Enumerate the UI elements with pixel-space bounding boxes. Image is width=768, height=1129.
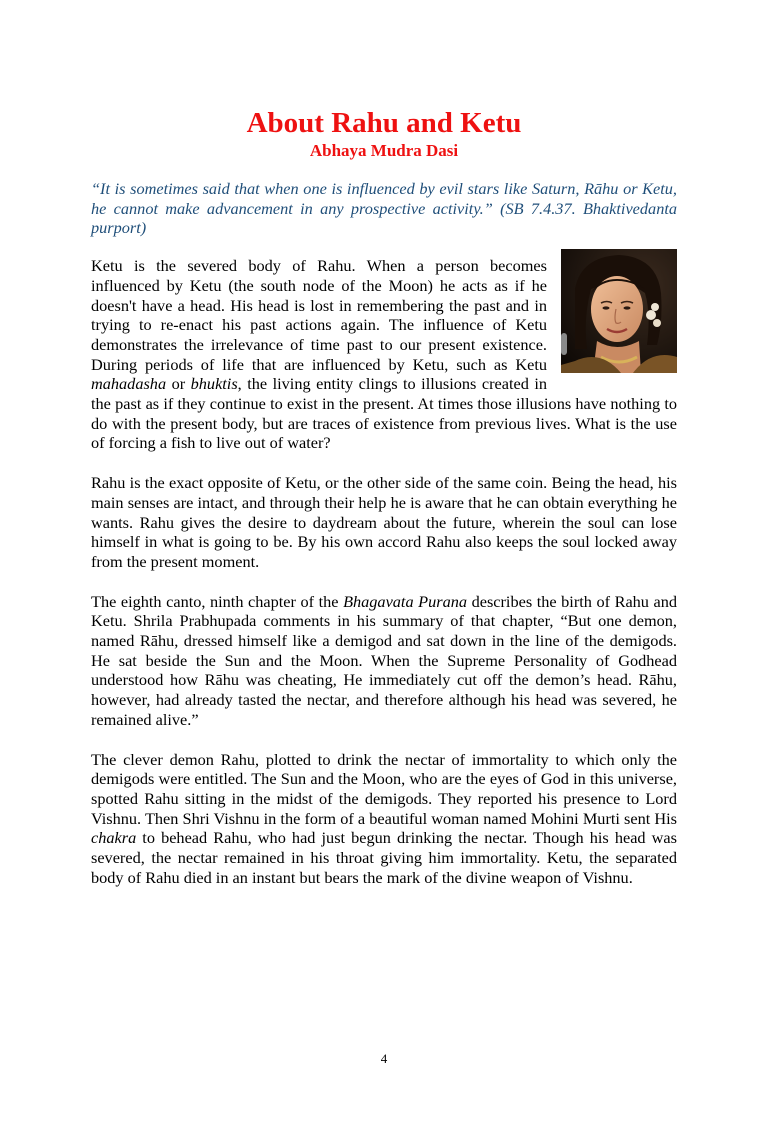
paragraph-ketu-text-3: , the living entity clings to illusions created in the past as if they continue to exist in the present. At times those illusions have nothing to do with the present body, but are traces of existence from previous lives. What is the use of forcing a fish to live out of water? (91, 374, 677, 453)
paragraph-rahu: Rahu is the exact opposite of Ketu, or the other side of the same coin. Being the head, his main senses are intact, and through their help he is aware that he can obtain everything he wants. Rahu gives the desire to daydream about the future, wherein the soul can lose himself in what is going to be. By his own accord Rahu also keeps the soul locked away from the present moment. (91, 473, 677, 571)
term-chakra: chakra (91, 828, 137, 848)
paragraph-bhagavata-text-2: describes the birth of Rahu and Ketu. Shrila Prabhupada comments in his summary of that chapter, “But one demon, named Rāhu, dressed himself like a demigod and sat down in the line of the demigods. He sat beside the Sun and the Moon. When the Supreme Personality of Godhead understood how Rāhu was cheating, He immediately cut off the demon’s head. Rāhu, however, had already tasted the nectar, and therefore although his head was severed, he remained alive.” (91, 591, 678, 729)
page-number: 4 (380, 1051, 388, 1066)
author-name: Abhaya Mudra Dasi (309, 141, 459, 160)
paragraph-mohini-text-1: The clever demon Rahu, plotted to drink the nectar of immortality to which only the demigods were entitled. The Sun and the Moon, who are the eyes of God in this universe, spotted Rahu sitting in the midst of the demigods. They reported his presence to Lord Vishnu. Then Shri Vishnu in the form of a beautiful woman named Mohini Murti sent His (91, 749, 677, 828)
paragraph-ketu-text-1: Ketu is the severed body of Rahu. When a person becomes influenced by Ketu (the south node of the Moon) he acts as if he doesn't have a head. His head is lost in remembering the past and in trying to re-enact his past actions again. The influence of Ketu demonstrates the irrelevance of time past to our present existence. During periods of life that are influenced by Ketu, such as Ketu (91, 256, 547, 374)
author-photo (561, 249, 677, 373)
paragraph-ketu (91, 256, 677, 453)
author-portrait-image (561, 249, 677, 373)
paragraph-bhagavata (91, 592, 677, 730)
title-bhagavata-purana: Bhagavata Purana (343, 591, 468, 611)
paragraph-bhagavata-text-1: The eighth canto, ninth chapter of the (91, 591, 344, 611)
paragraph-ketu-text-2: or (166, 374, 191, 394)
paragraph-mohini (91, 750, 677, 888)
term-bhuktis: bhuktis (190, 374, 238, 394)
article-title: About Rahu and Ketu (246, 107, 522, 139)
document-page (0, 105, 768, 1129)
term-mahadasha: mahadasha (91, 374, 167, 394)
epigraph-quote: “It is sometimes said that when one is influenced by evil stars like Saturn, Rāhu or Ketu, he cannot make advancement in any prospective activity.” (SB 7.4.37. Bhaktivedanta purport) (91, 179, 677, 238)
paragraph-mohini-text-2: to behead Rahu, who had just begun drinking the nectar. Though his head was severed, the nectar remained in his throat giving him immortality. Ketu, the separated body of Rahu died in an instant but bears the mark of the divine weapon of Vishnu. (91, 828, 677, 887)
